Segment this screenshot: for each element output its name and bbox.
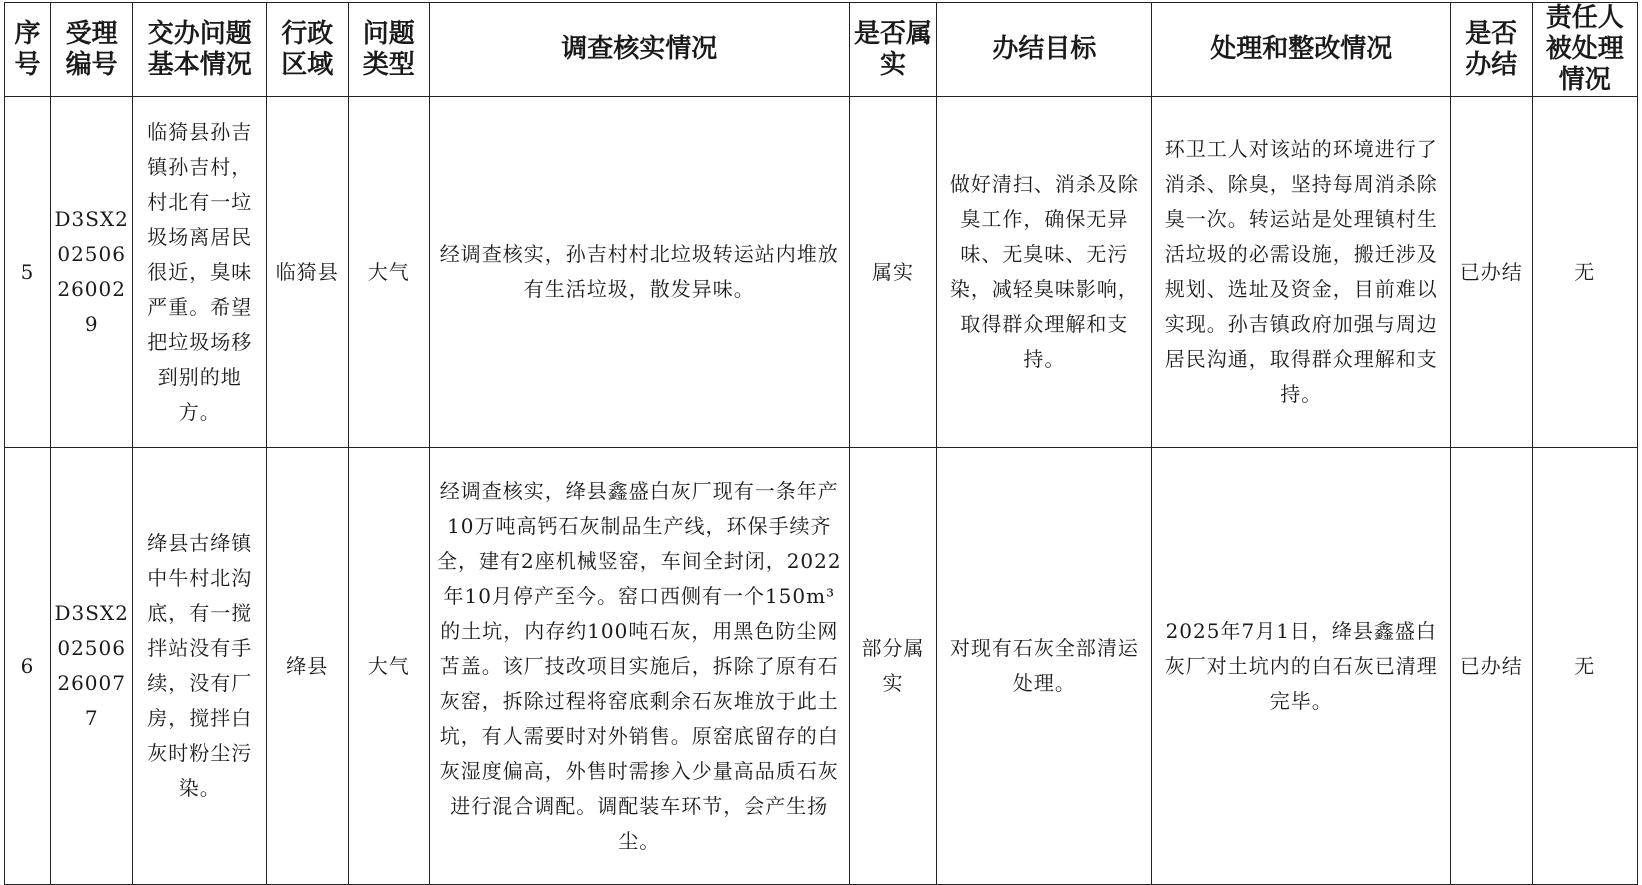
header-investigation: 调查核实情况 <box>429 3 849 97</box>
cell-region: 临猗县 <box>267 97 348 448</box>
cell-case-id: D3SX202506260077 <box>50 448 132 885</box>
cell-region: 绛县 <box>267 448 348 885</box>
header-handling: 处理和整改情况 <box>1152 3 1451 97</box>
cell-issue: 临猗县孙吉镇孙吉村，村北有一垃圾场离居民很近，臭味严重。希望把垃圾场移到别的地方。 <box>133 97 267 448</box>
header-issue: 交办问题基本情况 <box>133 3 267 97</box>
cell-type: 大气 <box>348 97 429 448</box>
cell-is-true: 属实 <box>849 97 937 448</box>
cell-handling: 环卫工人对该站的环境进行了消杀、除臭，坚持每周消杀除臭一次。转运站是处理镇村生活垃圾的必需设施，搬迁涉及规划、选址及资金，目前难以实现。孙吉镇政府加强与周边居民沟通，取得群众理解和支持。 <box>1152 97 1451 448</box>
cell-closed: 已办结 <box>1451 448 1532 885</box>
header-row <box>5 3 1638 97</box>
cell-closed: 已办结 <box>1451 97 1532 448</box>
cell-issue: 绛县古绛镇中牛村北沟底，有一搅拌站没有手续，没有厂房，搅拌白灰时粉尘污染。 <box>133 448 267 885</box>
header-type: 问题类型 <box>348 3 429 97</box>
table-row <box>5 97 1638 448</box>
cell-investigation: 经调查核实，孙吉村村北垃圾转运站内堆放有生活垃圾，散发异味。 <box>429 97 849 448</box>
cell-goal: 对现有石灰全部清运处理。 <box>937 448 1152 885</box>
case-table <box>4 2 1638 885</box>
cell-seq: 6 <box>5 448 51 885</box>
table-row <box>5 448 1638 885</box>
cell-accountability: 无 <box>1532 448 1638 885</box>
header-goal: 办结目标 <box>937 3 1152 97</box>
cell-handling: 2025年7月1日，绛县鑫盛白灰厂对土坑内的白石灰已清理完毕。 <box>1152 448 1451 885</box>
cell-is-true: 部分属实 <box>849 448 937 885</box>
cell-case-id: D3SX202506260029 <box>50 97 132 448</box>
header-seq: 序号 <box>5 3 51 97</box>
cell-accountability: 无 <box>1532 97 1638 448</box>
cell-seq: 5 <box>5 97 51 448</box>
header-accountability: 责任人被处理情况 <box>1532 3 1638 97</box>
header-region: 行政区域 <box>267 3 348 97</box>
cell-type: 大气 <box>348 448 429 885</box>
header-closed: 是否办结 <box>1451 3 1532 97</box>
cell-goal: 做好清扫、消杀及除臭工作，确保无异味、无臭味、无污染，减轻臭味影响，取得群众理解和支持。 <box>937 97 1152 448</box>
cell-investigation: 经调查核实，绛县鑫盛白灰厂现有一条年产10万吨高钙石灰制品生产线，环保手续齐全，建有2座机械竖窑，车间全封闭，2022年10月停产至今。窑口西侧有一个150m³的土坑，内存约100吨石灰，用黑色防尘网苫盖。该厂技改项目实施后，拆除了原有石灰窑，拆除过程将窑底剩余石灰堆放于此土坑，有人需要时对外销售。原窑底留存的白灰湿度偏高，外售时需掺入少量高品质石灰进行混合调配。调配装车环节，会产生扬尘。 <box>429 448 849 885</box>
header-case-id: 受理编号 <box>50 3 132 97</box>
header-is-true: 是否属实 <box>849 3 937 97</box>
